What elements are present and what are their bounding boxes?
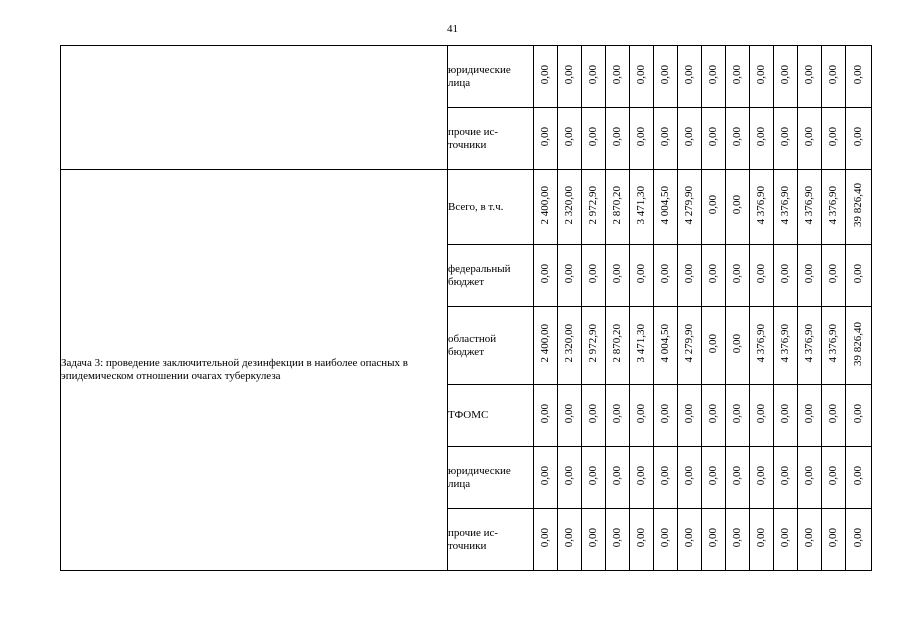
value-cell xyxy=(822,108,846,170)
value-cell xyxy=(606,245,630,307)
value-cell xyxy=(654,46,678,108)
value-cell xyxy=(822,245,846,307)
value-cell xyxy=(534,46,558,108)
value-text: 0,00 xyxy=(587,263,599,284)
value-text: 0,00 xyxy=(587,64,599,85)
value-text: 0,00 xyxy=(635,403,647,424)
value-cell xyxy=(678,447,702,509)
value-cell xyxy=(798,385,822,447)
value-cell xyxy=(582,46,606,108)
value-text: 0,00 xyxy=(659,64,671,85)
value-text: 0,00 xyxy=(635,527,647,548)
value-cell xyxy=(606,108,630,170)
value-cell xyxy=(774,46,798,108)
value-cell xyxy=(630,385,654,447)
value-text: 0,00 xyxy=(827,126,839,147)
value-text: 0,00 xyxy=(635,465,647,486)
value-text: 0,00 xyxy=(731,64,743,85)
value-cell xyxy=(654,245,678,307)
value-text: 0,00 xyxy=(827,64,839,85)
value-cell xyxy=(630,170,654,245)
value-cell xyxy=(630,307,654,385)
value-text: 0,00 xyxy=(635,64,647,85)
value-cell xyxy=(774,245,798,307)
value-cell xyxy=(846,170,872,245)
value-cell xyxy=(726,245,750,307)
value-cell xyxy=(534,108,558,170)
value-text: 0,00 xyxy=(803,465,815,486)
value-text: 4 376,90 xyxy=(779,324,791,363)
value-cell xyxy=(702,447,726,509)
value-cell xyxy=(846,46,872,108)
value-cell xyxy=(774,509,798,571)
value-text: 0,00 xyxy=(779,465,791,486)
value-cell xyxy=(558,46,582,108)
value-text: 0,00 xyxy=(539,64,551,85)
funding-source-cell: ТФОМС xyxy=(448,385,534,447)
value-cell xyxy=(798,245,822,307)
value-cell xyxy=(630,447,654,509)
value-text: 0,00 xyxy=(779,403,791,424)
value-text: 0,00 xyxy=(779,263,791,284)
value-cell xyxy=(582,385,606,447)
value-cell xyxy=(678,509,702,571)
value-cell xyxy=(558,385,582,447)
value-cell xyxy=(846,447,872,509)
value-cell xyxy=(822,509,846,571)
value-cell xyxy=(750,245,774,307)
value-text: 0,00 xyxy=(755,263,767,284)
value-text: 0,00 xyxy=(755,403,767,424)
value-cell xyxy=(774,307,798,385)
value-text: 39 826,40 xyxy=(852,183,864,227)
funding-source-cell: юридические лица xyxy=(448,46,534,108)
value-text: 0,00 xyxy=(539,126,551,147)
value-cell xyxy=(846,307,872,385)
value-text: 0,00 xyxy=(827,403,839,424)
value-text: 2 320,00 xyxy=(563,185,575,225)
value-cell xyxy=(654,385,678,447)
value-text: 4 376,90 xyxy=(755,185,767,225)
value-cell xyxy=(534,385,558,447)
value-text: 4 004,50 xyxy=(659,324,671,363)
value-text: 0,00 xyxy=(852,465,864,486)
value-text: 0,00 xyxy=(563,64,575,85)
value-cell xyxy=(582,108,606,170)
value-text: 0,00 xyxy=(731,195,743,215)
value-text: 2 400,00 xyxy=(539,185,551,225)
value-text: 0,00 xyxy=(731,403,743,424)
value-cell xyxy=(750,447,774,509)
value-text: 0,00 xyxy=(587,403,599,424)
value-cell xyxy=(726,509,750,571)
value-text: 0,00 xyxy=(779,527,791,548)
value-text: 0,00 xyxy=(803,403,815,424)
value-cell xyxy=(750,307,774,385)
value-cell xyxy=(654,170,678,245)
table-row xyxy=(61,170,872,245)
value-cell xyxy=(750,46,774,108)
value-cell xyxy=(702,170,726,245)
value-text: 4 376,90 xyxy=(779,185,791,225)
value-text: 0,00 xyxy=(827,527,839,548)
value-cell xyxy=(846,245,872,307)
value-text: 4 376,90 xyxy=(803,324,815,363)
value-cell xyxy=(630,46,654,108)
value-text: 2 400,00 xyxy=(539,324,551,363)
value-cell xyxy=(606,307,630,385)
value-cell xyxy=(774,170,798,245)
value-cell xyxy=(822,307,846,385)
value-cell xyxy=(726,170,750,245)
funding-source-cell: прочие ис-точники xyxy=(448,509,534,571)
task-cell: Задача 3: проведение заключительной дезинфекции в наиболее опасных в эпидемическом отношении очагах туберкулеза xyxy=(61,170,448,571)
value-text: 0,00 xyxy=(827,263,839,284)
value-cell xyxy=(726,447,750,509)
value-cell xyxy=(846,108,872,170)
value-cell xyxy=(606,509,630,571)
value-text: 4 279,90 xyxy=(683,324,695,363)
value-text: 0,00 xyxy=(852,64,864,85)
value-text: 0,00 xyxy=(659,403,671,424)
value-cell xyxy=(798,509,822,571)
value-text: 0,00 xyxy=(707,64,719,85)
value-cell xyxy=(702,108,726,170)
value-text: 4 376,90 xyxy=(803,185,815,225)
value-cell xyxy=(846,509,872,571)
value-cell xyxy=(678,108,702,170)
value-cell xyxy=(606,385,630,447)
value-cell xyxy=(750,385,774,447)
value-text: 2 870,20 xyxy=(611,324,623,363)
value-text: 0,00 xyxy=(755,527,767,548)
value-text: 0,00 xyxy=(539,465,551,486)
task-cell xyxy=(61,46,448,170)
value-text: 0,00 xyxy=(611,126,623,147)
table-row xyxy=(61,46,872,108)
value-text: 0,00 xyxy=(683,126,695,147)
value-cell xyxy=(726,108,750,170)
value-cell xyxy=(558,307,582,385)
value-text: 0,00 xyxy=(611,64,623,85)
value-cell xyxy=(606,447,630,509)
value-text: 4 376,90 xyxy=(755,324,767,363)
value-text: 0,00 xyxy=(803,126,815,147)
value-text: 0,00 xyxy=(731,263,743,284)
value-cell xyxy=(678,170,702,245)
value-cell xyxy=(582,307,606,385)
value-text: 0,00 xyxy=(587,527,599,548)
page-number: 41 xyxy=(447,23,458,35)
value-cell xyxy=(702,385,726,447)
value-cell xyxy=(534,170,558,245)
value-text: 0,00 xyxy=(563,527,575,548)
value-cell xyxy=(822,447,846,509)
value-cell xyxy=(798,447,822,509)
value-cell xyxy=(678,46,702,108)
value-text: 2 870,20 xyxy=(611,185,623,225)
value-cell xyxy=(606,170,630,245)
value-text: 0,00 xyxy=(707,527,719,548)
value-cell xyxy=(798,108,822,170)
value-cell xyxy=(774,385,798,447)
value-cell xyxy=(822,46,846,108)
value-cell xyxy=(726,46,750,108)
value-text: 0,00 xyxy=(563,403,575,424)
value-cell xyxy=(726,307,750,385)
value-text: 0,00 xyxy=(587,465,599,486)
value-text: 0,00 xyxy=(539,263,551,284)
value-text: 0,00 xyxy=(683,64,695,85)
value-text: 0,00 xyxy=(779,64,791,85)
value-cell xyxy=(750,509,774,571)
value-text: 0,00 xyxy=(731,465,743,486)
value-text: 0,00 xyxy=(755,126,767,147)
value-text: 0,00 xyxy=(707,263,719,284)
value-text: 0,00 xyxy=(659,263,671,284)
value-cell xyxy=(630,108,654,170)
value-text: 0,00 xyxy=(779,126,791,147)
value-text: 0,00 xyxy=(755,465,767,486)
value-cell xyxy=(558,509,582,571)
value-text: 0,00 xyxy=(852,527,864,548)
value-cell xyxy=(678,307,702,385)
value-text: 4 279,90 xyxy=(683,185,695,225)
value-text: 0,00 xyxy=(539,403,551,424)
value-text: 0,00 xyxy=(611,527,623,548)
value-cell xyxy=(582,245,606,307)
value-text: 2 972,90 xyxy=(587,324,599,363)
value-cell xyxy=(822,170,846,245)
value-text: 0,00 xyxy=(635,263,647,284)
value-text: 2 320,00 xyxy=(563,324,575,363)
value-cell xyxy=(702,245,726,307)
value-text: 2 972,90 xyxy=(587,185,599,225)
value-cell xyxy=(702,46,726,108)
value-cell xyxy=(654,447,678,509)
value-cell xyxy=(654,307,678,385)
value-cell xyxy=(630,245,654,307)
value-text: 0,00 xyxy=(707,126,719,147)
value-cell xyxy=(678,245,702,307)
value-cell xyxy=(750,170,774,245)
value-cell xyxy=(822,385,846,447)
value-text: 0,00 xyxy=(683,465,695,486)
value-text: 0,00 xyxy=(563,465,575,486)
value-text: 0,00 xyxy=(852,263,864,284)
value-text: 0,00 xyxy=(731,126,743,147)
value-text: 0,00 xyxy=(803,64,815,85)
value-cell xyxy=(558,108,582,170)
value-text: 0,00 xyxy=(755,64,767,85)
value-cell xyxy=(582,447,606,509)
value-cell xyxy=(774,447,798,509)
value-cell xyxy=(630,509,654,571)
value-text: 0,00 xyxy=(707,465,719,486)
value-cell xyxy=(558,447,582,509)
value-cell xyxy=(798,46,822,108)
value-text: 0,00 xyxy=(731,527,743,548)
value-text: 4 376,90 xyxy=(827,324,839,363)
value-text: 0,00 xyxy=(539,527,551,548)
value-text: 0,00 xyxy=(587,126,599,147)
value-text: 0,00 xyxy=(563,263,575,284)
value-text: 0,00 xyxy=(707,333,719,354)
funding-source-cell: юридические лица xyxy=(448,447,534,509)
value-cell xyxy=(798,170,822,245)
value-cell xyxy=(534,509,558,571)
value-text: 0,00 xyxy=(563,126,575,147)
value-text: 0,00 xyxy=(707,403,719,424)
value-cell xyxy=(582,170,606,245)
value-cell xyxy=(582,509,606,571)
funding-source-cell: Всего, в т.ч. xyxy=(448,170,534,245)
value-text: 0,00 xyxy=(803,263,815,284)
value-text: 39 826,40 xyxy=(852,321,864,366)
value-cell xyxy=(702,307,726,385)
value-text: 0,00 xyxy=(683,527,695,548)
value-cell xyxy=(606,46,630,108)
value-cell xyxy=(774,108,798,170)
funding-source-cell: федеральный бюджет xyxy=(448,245,534,307)
value-text: 0,00 xyxy=(707,195,719,215)
value-text: 0,00 xyxy=(852,126,864,147)
value-text: 0,00 xyxy=(659,126,671,147)
value-cell xyxy=(654,509,678,571)
value-text: 0,00 xyxy=(635,126,647,147)
value-text: 0,00 xyxy=(852,403,864,424)
value-cell xyxy=(678,385,702,447)
value-cell xyxy=(726,385,750,447)
value-cell xyxy=(534,307,558,385)
value-text: 0,00 xyxy=(803,527,815,548)
value-cell xyxy=(558,170,582,245)
funding-table xyxy=(60,45,872,571)
value-cell xyxy=(798,307,822,385)
value-text: 0,00 xyxy=(683,263,695,284)
value-text: 0,00 xyxy=(611,403,623,424)
value-cell xyxy=(702,509,726,571)
value-cell xyxy=(534,447,558,509)
value-text: 3 471,30 xyxy=(635,185,647,225)
value-text: 0,00 xyxy=(611,465,623,486)
value-text: 0,00 xyxy=(659,527,671,548)
value-text: 0,00 xyxy=(659,465,671,486)
value-cell xyxy=(750,108,774,170)
value-text: 4 376,90 xyxy=(827,185,839,225)
value-cell xyxy=(558,245,582,307)
value-text: 3 471,30 xyxy=(635,324,647,363)
value-text: 0,00 xyxy=(827,465,839,486)
value-text: 0,00 xyxy=(683,403,695,424)
funding-source-cell: областной бюджет xyxy=(448,307,534,385)
value-cell xyxy=(654,108,678,170)
funding-source-cell: прочие ис-точники xyxy=(448,108,534,170)
value-text: 4 004,50 xyxy=(659,185,671,225)
value-cell xyxy=(534,245,558,307)
value-cell xyxy=(846,385,872,447)
value-text: 0,00 xyxy=(611,263,623,284)
value-text: 0,00 xyxy=(731,333,743,354)
